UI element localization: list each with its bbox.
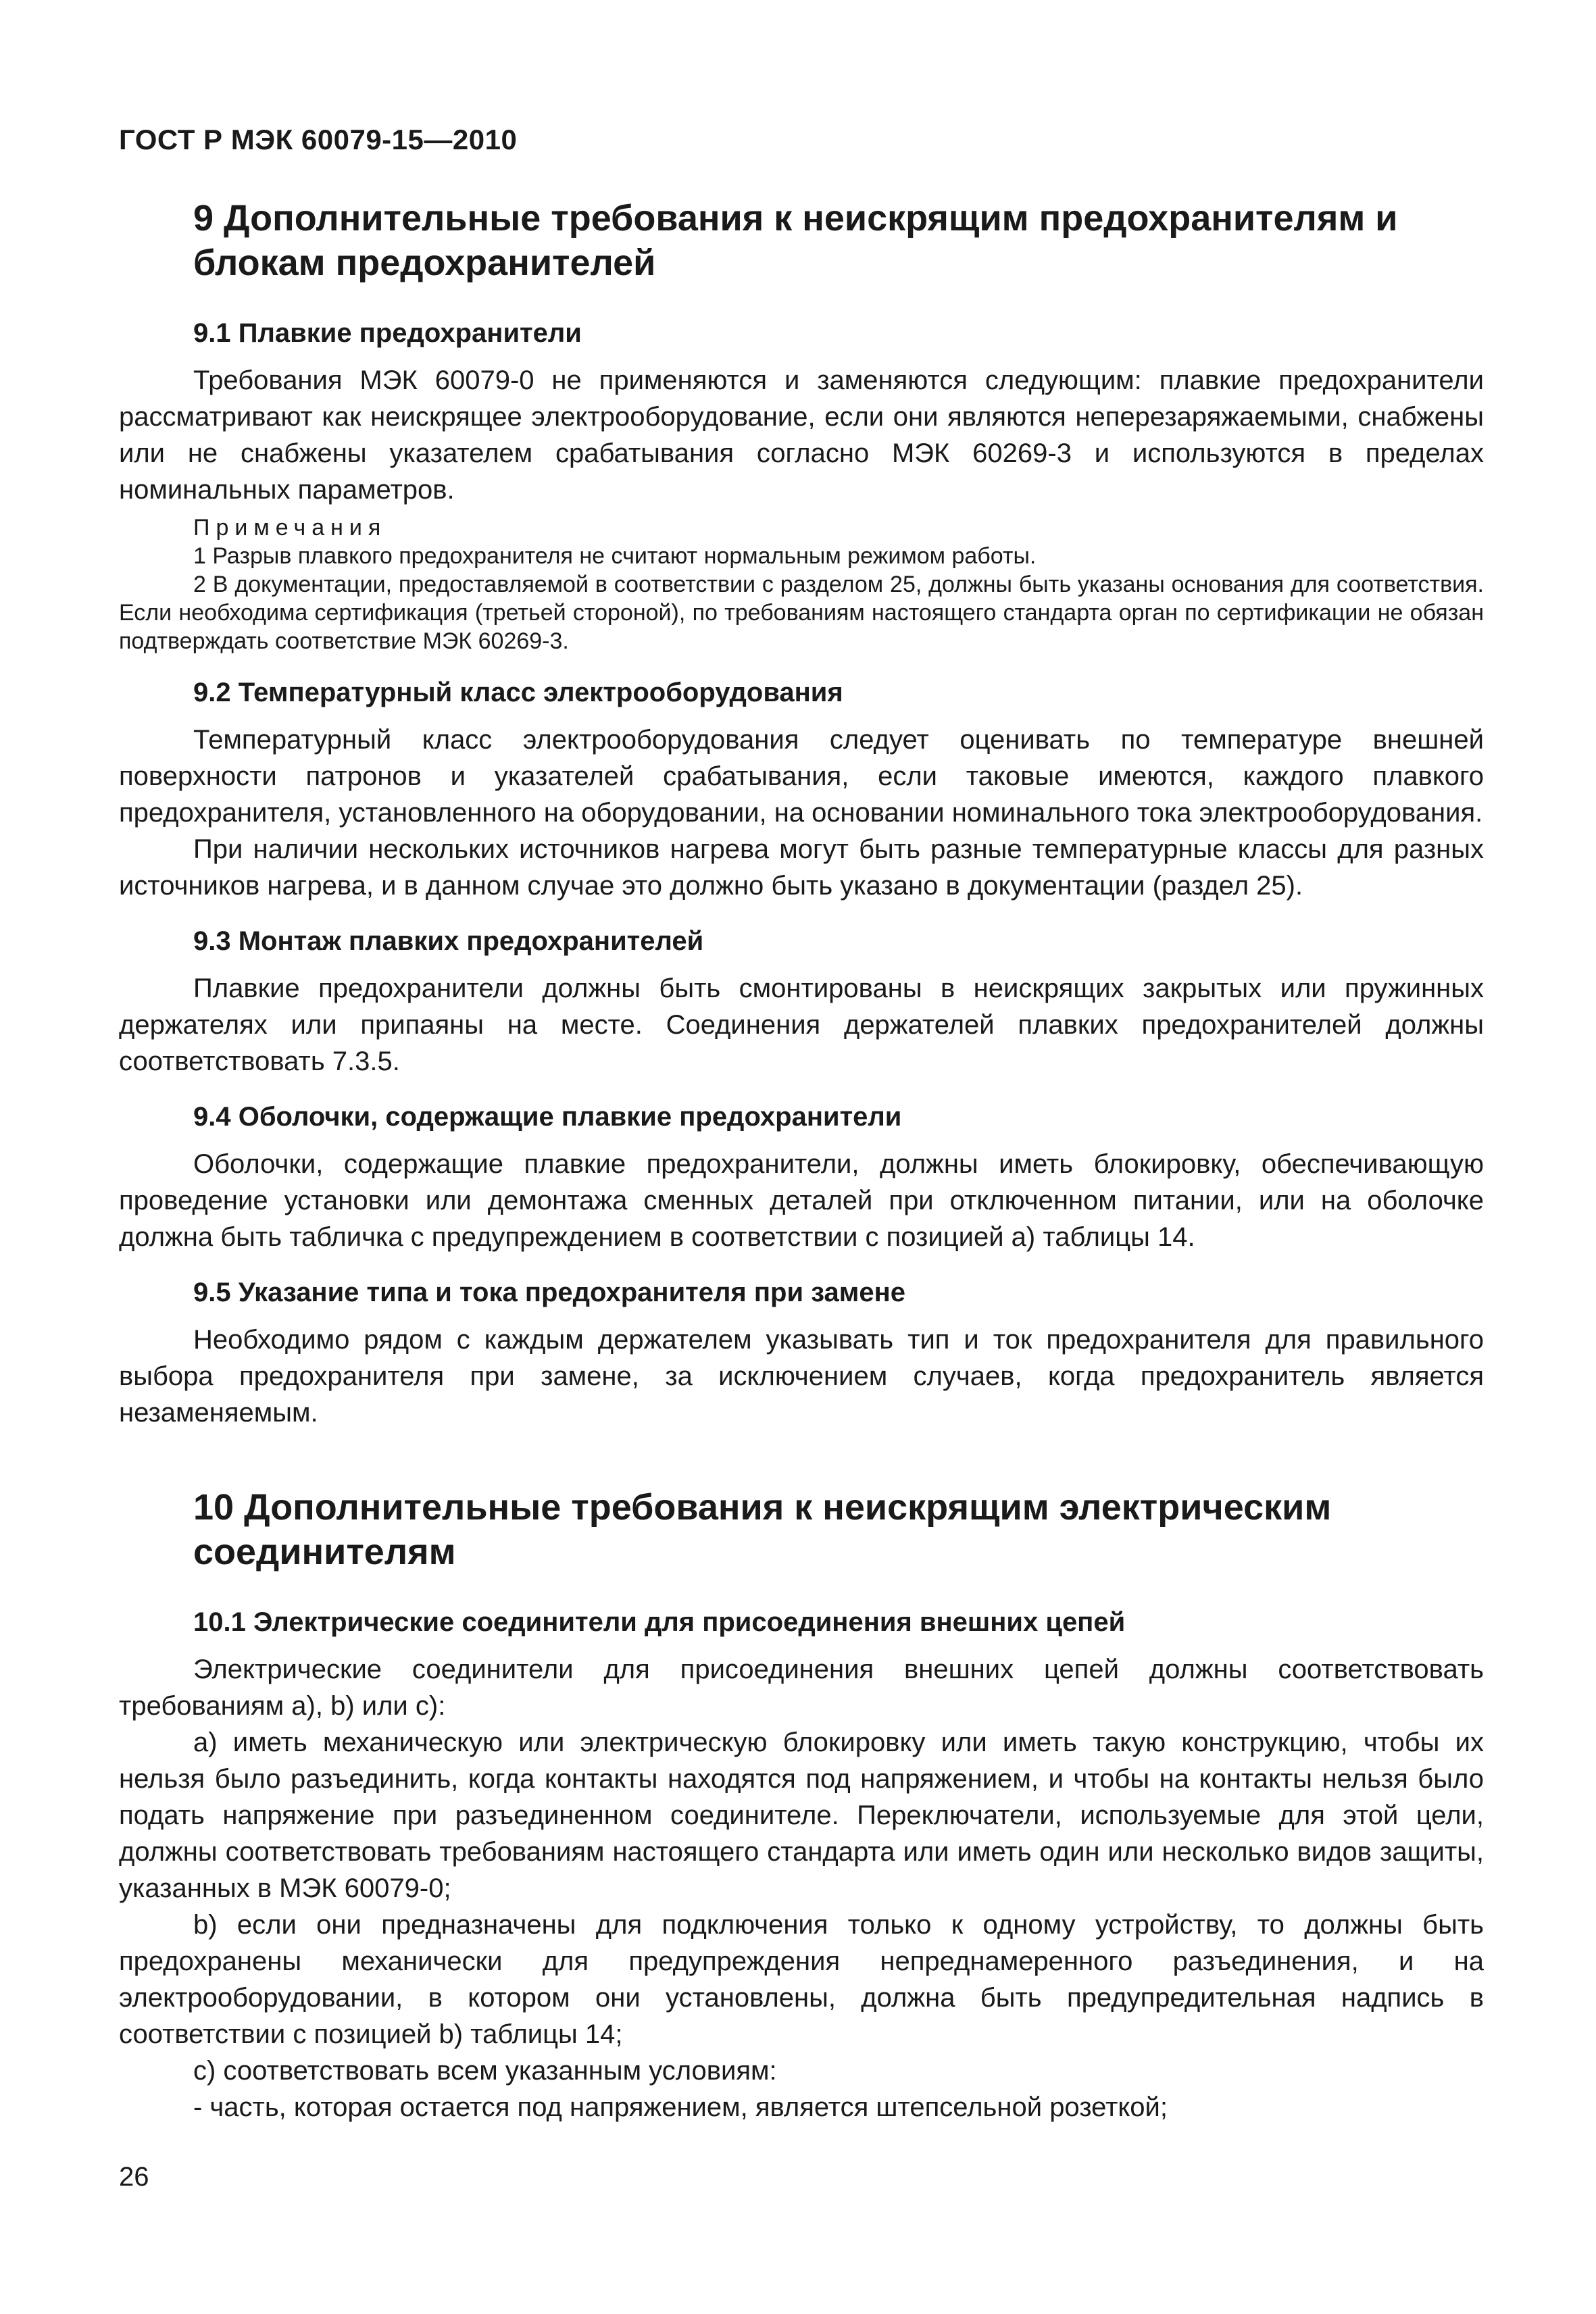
section-9-4-heading: 9.4 Оболочки, содержащие плавкие предохранители [193, 1102, 902, 1132]
section-9-4-paragraph: Оболочки, содержащие плавкие предохранители, должны иметь блокировку, обеспечивающую проведение установки или демонтажа сменных деталей при отключенном питании, или на оболочке должна быть табличка с предупреждением в соответствии с позицией a) таблицы 14. [119, 1149, 1484, 1252]
section-10-heading: 10 Дополнительные требования к неискрящим электрическим соединителям [193, 1487, 1332, 1572]
section-9-3-heading: 9.3 Монтаж плавких предохранителей [193, 926, 704, 956]
document-header: ГОСТ Р МЭК 60079-15—2010 [119, 124, 518, 155]
section-10-1-item-c-dash-1: - часть, которая остается под напряжением, является штепсельной розеткой; [193, 2092, 1168, 2122]
section-10-1-item-a: a) иметь механическую или электрическую блокировку или иметь такую конструкцию, чтобы их нельзя было разъединить, когда контакты находятся под напряжением, и чтобы на контакты нельзя было подать напряжение при разъединенном соединителе. Переключатели, используемые для этой цели, должны соответствовать требованиям настоящего стандарта или иметь один или несколько видов защиты, указанных в МЭК 60079-0; [119, 1728, 1484, 1903]
section-10-1-item-b: b) если они предназначены для подключения только к одному устройству, то должны быть предохранены механически для предупреждения непреднамеренного разъединения, и на электрооборудовании, в котором они установлены, должна быть предупредительная надпись в соответствии с позицией b) таблицы 14; [119, 1910, 1484, 2049]
section-10-1-item-c: c) соответствовать всем указанным условиям: [193, 2056, 777, 2086]
section-9-3-paragraph: Плавкие предохранители должны быть смонтированы в неискрящих закрытых или пружинных держателях или припаяны на месте. Соединения держателей плавких предохранителей должны соответствовать 7.3.5. [119, 974, 1484, 1076]
note-2: 2 В документации, предоставляемой в соответствии с разделом 25, должны быть указаны основания для соответствия. Если необходима сертификация (третьей стороной), по требованиям настоящего стандарта орган по сертификации не обязан подтверждать соответствие МЭК 60269-3. [119, 572, 1484, 654]
section-9-2-paragraph-1: Температурный класс электрооборудования следует оценивать по температуре внешней поверхности патронов и указателей срабатывания, если таковые имеются, каждого плавкого предохранителя, установленного на оборудовании, на основании номинального тока электрооборудования. [119, 725, 1484, 828]
section-9-5-paragraph: Необходимо рядом с каждым держателем указывать тип и ток предохранителя для правильного выбора предохранителя при замене, за исключением случаев, когда предохранитель является незаменяемым. [119, 1325, 1484, 1428]
document-body [119, 196, 1484, 2126]
section-9-2-heading: 9.2 Температурный класс электрооборудования [193, 678, 843, 707]
section-9-2-paragraph-2: При наличии нескольких источников нагрева могут быть разные температурные классы для разных источников нагрева, и в данном случае это должно быть указано в документации (раздел 25). [119, 834, 1484, 901]
section-9-5-heading: 9.5 Указание типа и тока предохранителя при замене [193, 1278, 906, 1307]
notes-title: Примечания [193, 515, 387, 540]
section-10-1-paragraph: Электрические соединители для присоединения внешних цепей должны соответствовать требованиям a), b) или c): [119, 1655, 1484, 1721]
section-10-1-heading: 10.1 Электрические соединители для присоединения внешних цепей [193, 1607, 1126, 1637]
section-9-1-heading: 9.1 Плавкие предохранители [193, 318, 582, 348]
note-1: 1 Разрыв плавкого предохранителя не считают нормальным режимом работы. [193, 543, 1037, 569]
page-number: 26 [119, 2162, 149, 2192]
section-9-1-paragraph: Требования МЭК 60079-0 не применяются и заменяются следующим: плавкие предохранители рассматривают как неискрящее электрооборудование, если они являются неперезаряжаемыми, снабжены или не снабжены указателем срабатывания согласно МЭК 60269-3 и используются в пределах номинальных параметров. [119, 366, 1484, 505]
section-9-heading: 9 Дополнительные требования к неискрящим предохранителям и блокам предохранителей [193, 198, 1398, 283]
